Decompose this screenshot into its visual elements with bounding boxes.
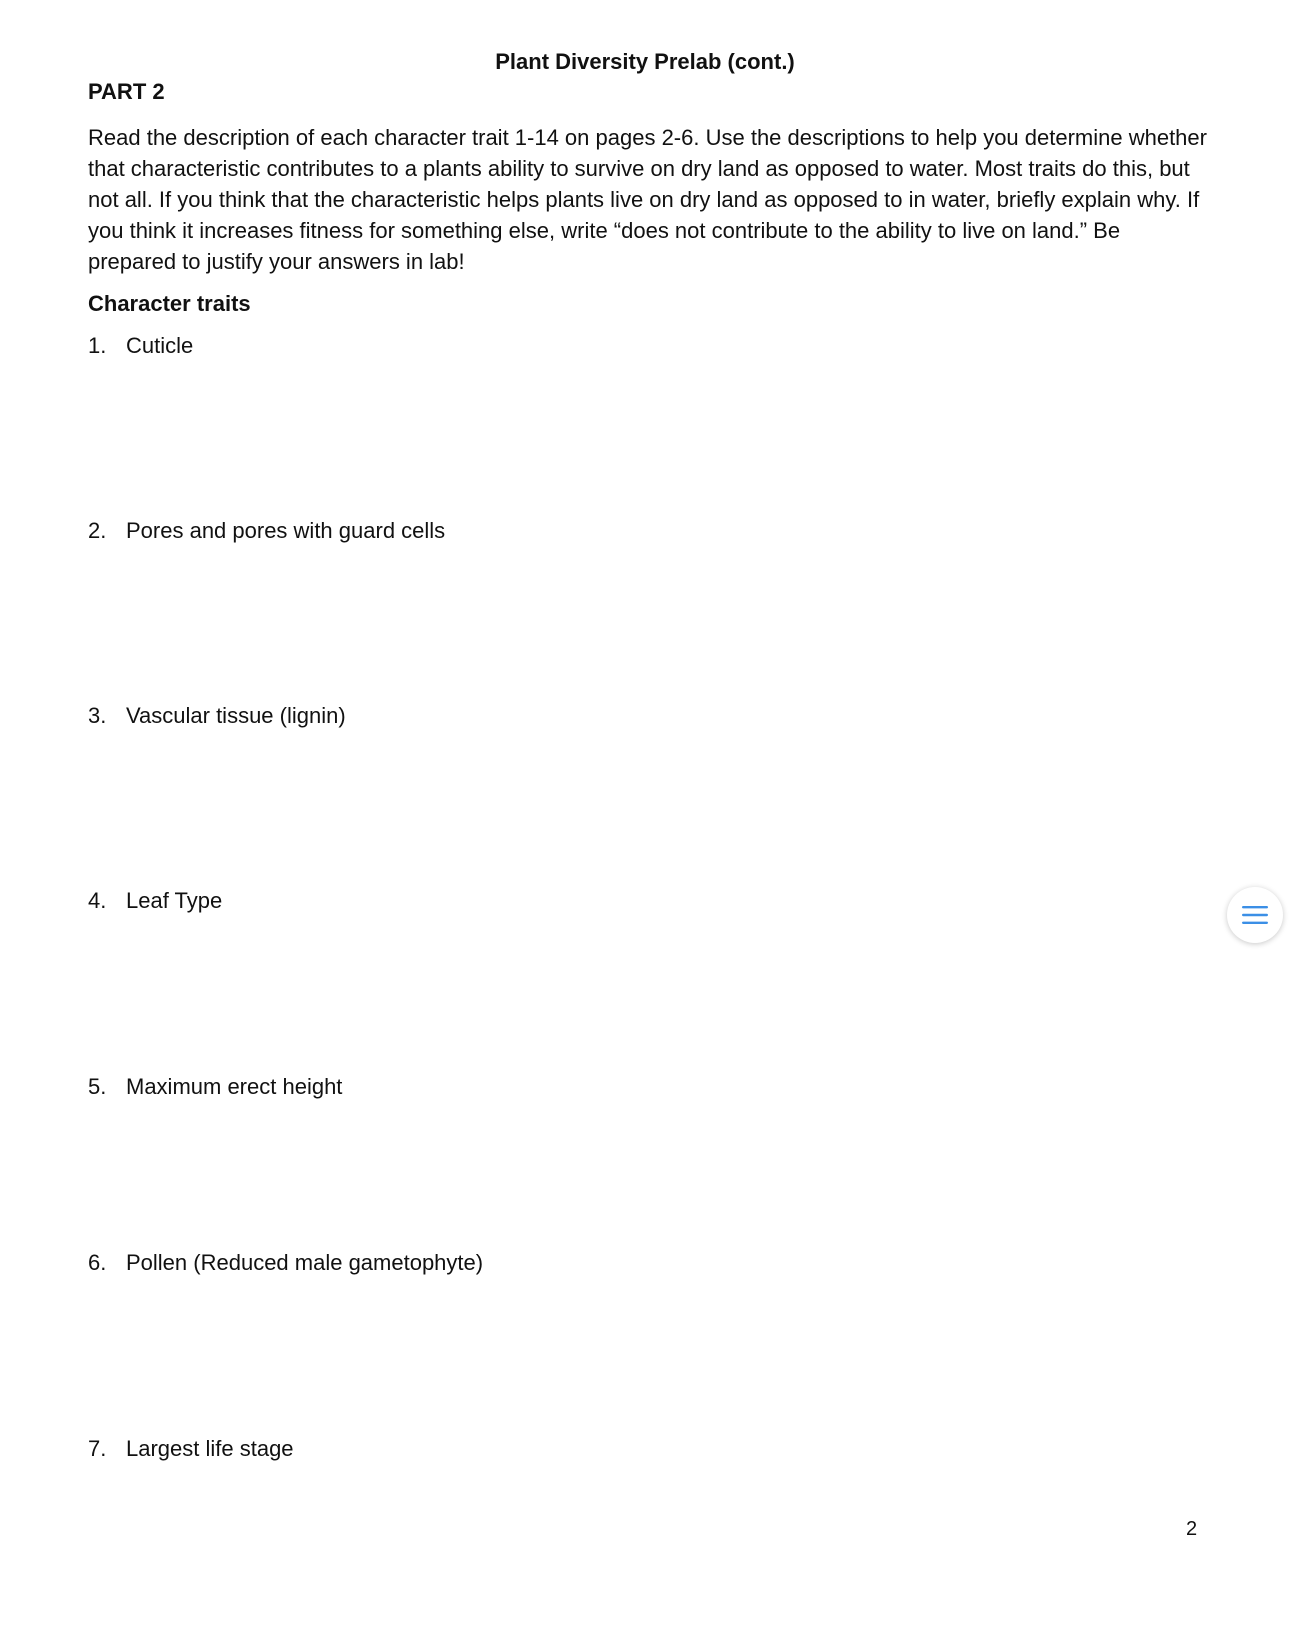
trait-number: 4.: [88, 888, 107, 913]
trait-item: [88, 886, 222, 916]
trait-item: [88, 701, 346, 731]
trait-item: [88, 331, 193, 361]
trait-label: Cuticle: [126, 333, 194, 358]
page-number: 2: [1186, 1518, 1198, 1540]
instructions-paragraph: Read the description of each character trait 1-14 on pages 2-6. Use the descriptions to help you determine whether that characteristic contributes to a plants ability to survive on dry land as opposed to water. Most traits do this, but not all. If you think that the characteristic helps plants live on dry land as opposed to in water, briefly explain why. If you think it increases fitness for something else, write “does not contribute to the ability to live on land.” Be prepared to justify your answers in lab!: [88, 125, 1207, 274]
trait-number: 3.: [88, 703, 107, 728]
page-title: Plant Diversity Prelab (cont.): [495, 49, 795, 74]
trait-item: [88, 516, 445, 546]
trait-label: Vascular tissue (lignin): [126, 703, 346, 728]
trait-number: 7.: [88, 1436, 107, 1461]
trait-label: Pores and pores with guard cells: [126, 518, 446, 543]
menu-lines-icon: [1240, 903, 1270, 927]
trait-number: 2.: [88, 518, 107, 543]
trait-label: Largest life stage: [126, 1436, 294, 1461]
trait-label: Leaf Type: [126, 888, 223, 913]
section-heading: Character traits: [88, 291, 251, 316]
menu-button[interactable]: [1227, 887, 1283, 943]
trait-number: 5.: [88, 1074, 107, 1099]
trait-item: [88, 1072, 342, 1102]
trait-item: [88, 1434, 294, 1464]
trait-label: Maximum erect height: [126, 1074, 343, 1099]
trait-item: [88, 1248, 483, 1278]
trait-number: 1.: [88, 333, 107, 358]
trait-number: 6.: [88, 1250, 107, 1275]
part-heading: PART 2: [88, 79, 165, 104]
trait-label: Pollen (Reduced male gametophyte): [126, 1250, 484, 1275]
